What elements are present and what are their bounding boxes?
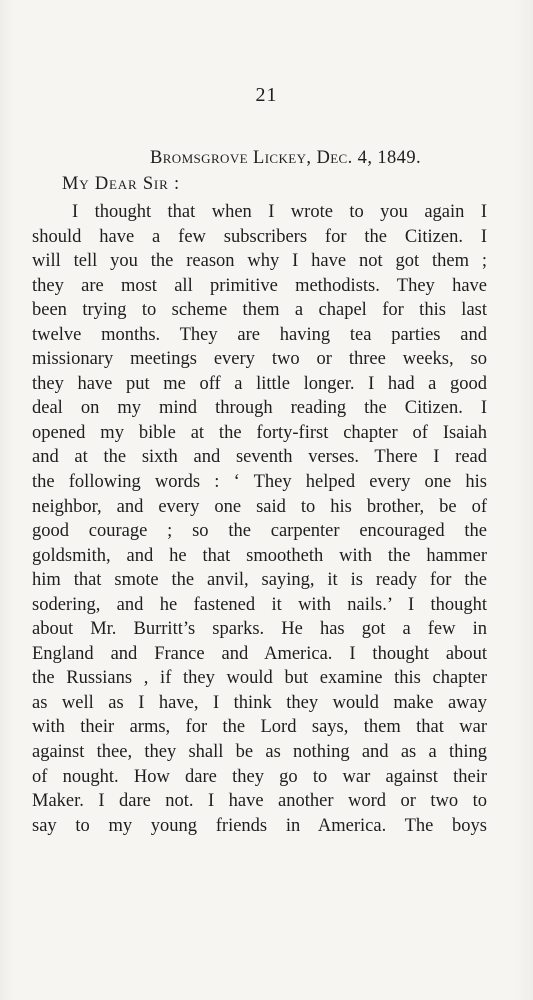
body-line: opened my bible at the forty-first chapter of Isaiah [32,422,487,443]
body-line: the Russians , if they would but examine this chapter [32,668,487,689]
body-line: twelve months. They are having tea parties and [32,324,487,345]
body-line: goldsmith, and he that smootheth with the hammer [32,545,487,566]
body-line: I thought that when I wrote to you again I [72,202,487,222]
body-line: missionary meetings every two or three weeks, so [32,349,487,370]
body-line: they are most all primitive methodists. They have [32,275,487,296]
body-line: been trying to scheme them a chapel for this last [32,300,487,321]
body-line: of nought. How dare they go to war against their [32,766,487,787]
body-line: England and France and America. I thought about [32,643,487,664]
body-line: with their arms, for the Lord says, them that war [32,717,487,738]
body-line: should have a few subscribers for the Citizen. I [32,226,487,247]
letter-salutation: My Dear Sir : [62,174,180,194]
body-line: against thee, they shall be as nothing and as a thing [32,742,487,763]
body-line: say to my young friends in America. The boys [32,815,487,836]
body-line: and at the sixth and seventh verses. There I read [32,447,487,468]
body-line: the following words : ‘ They helped every one his [32,472,487,493]
body-line: Maker. I dare not. I have another word or two to [32,791,487,812]
body-line: they have put me off a little longer. I had a good [32,373,487,394]
letter-dateline: Bromsgrove Lickey, Dec. 4, 1849. [150,148,422,168]
body-line: will tell you the reason why I have not got them ; [32,251,487,272]
body-line: as well as I have, I think they would make away [32,692,487,713]
body-line: good courage ; so the carpenter encouraged the [32,521,487,542]
body-line: sodering, and he fastened it with nails.’ I thought [32,594,487,615]
body-line: neighbor, and every one said to his brother, be of [32,496,487,517]
body-line: him that smote the anvil, saying, it is ready for the [32,570,487,591]
body-line: deal on my mind through reading the Citizen. I [32,398,487,419]
letter-body [32,200,487,838]
body-line: about Mr. Burritt’s sparks. He has got a few in [32,619,487,640]
page-number: 21 [255,84,278,106]
